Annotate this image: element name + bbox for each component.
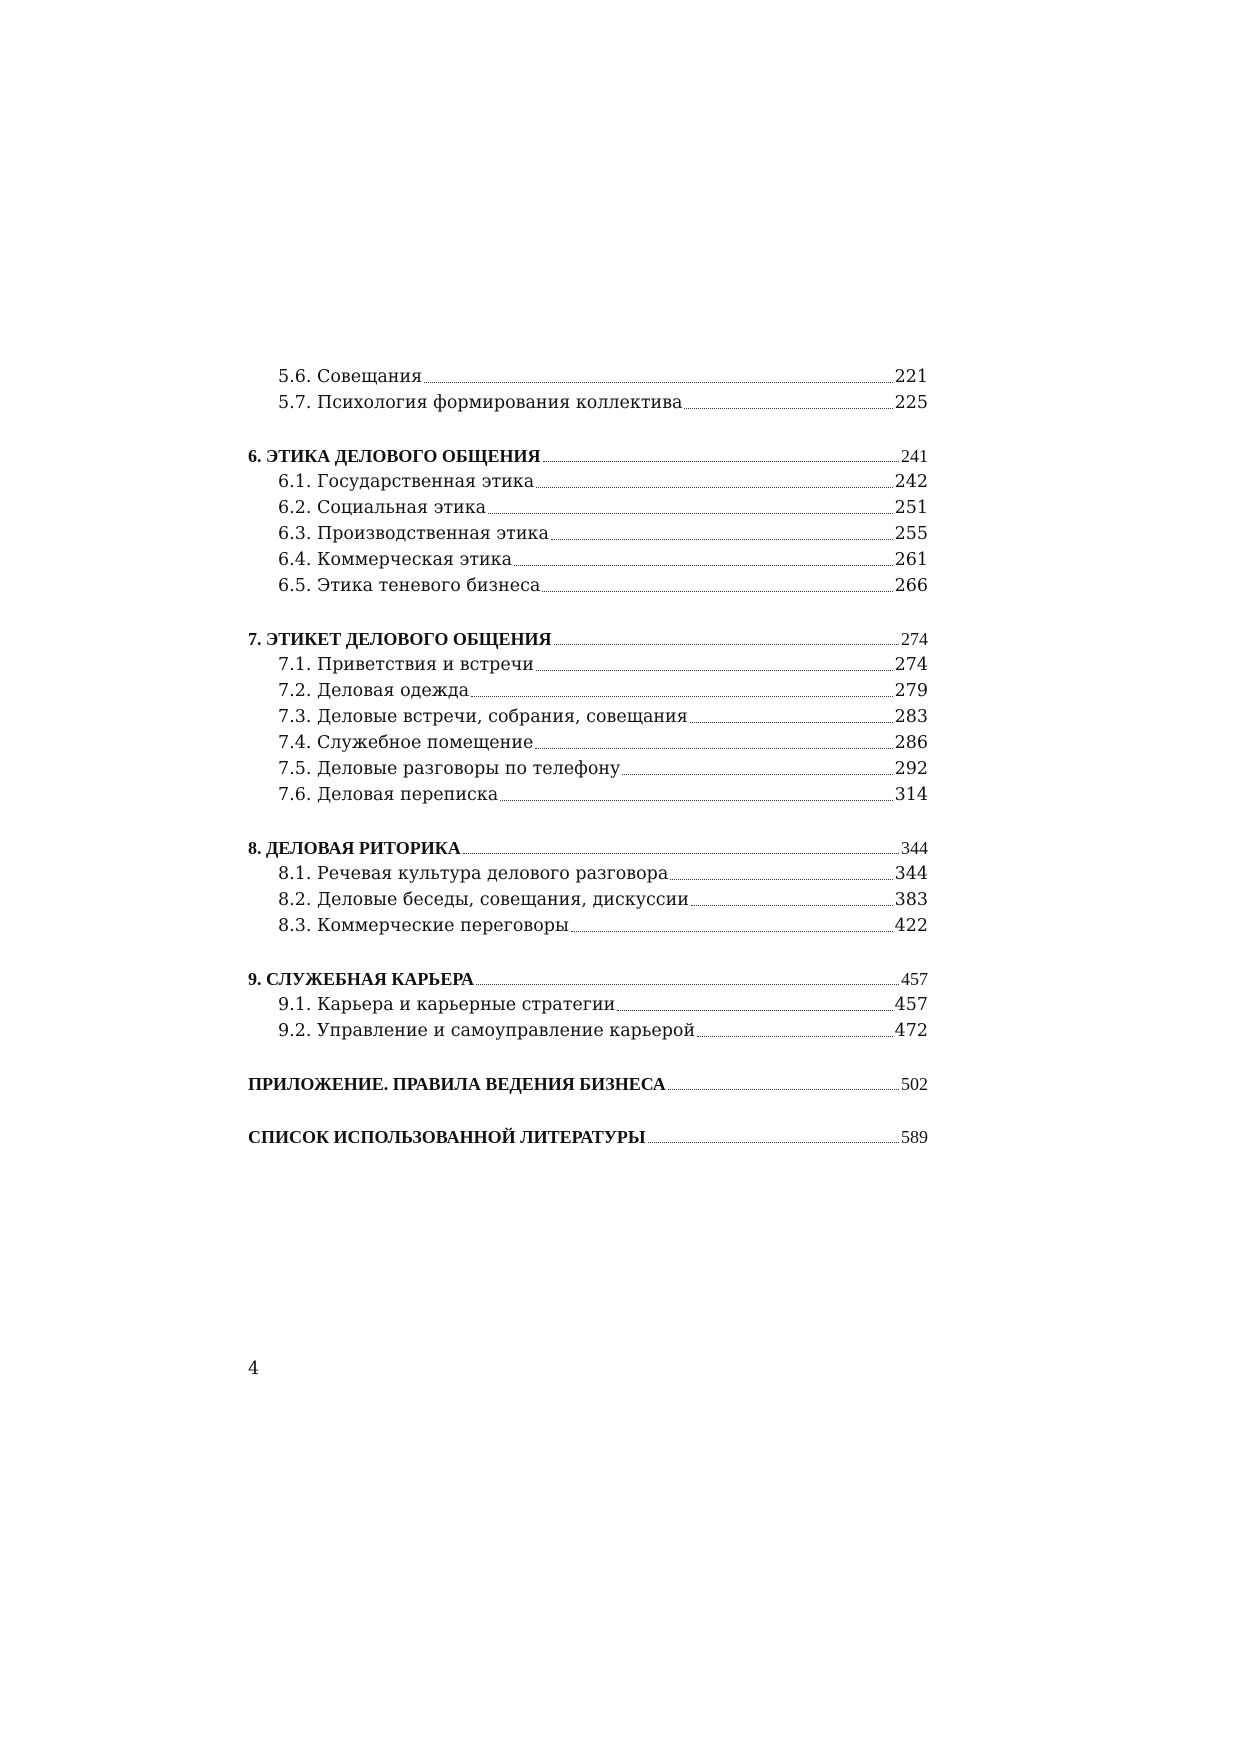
toc-section-entry [248,521,928,547]
toc-entry-title: 7.4. Служебное помещение [278,733,534,753]
toc-entry-title: СПИСОК ИСПОЛЬЗОВАННОЙ ЛИТЕРАТУРЫ [248,1127,646,1147]
toc-entry-page: 344 [901,838,928,858]
dot-leader [684,407,892,409]
toc-entry-page: 255 [894,524,928,544]
dot-leader [536,669,893,671]
toc-section-entry [248,756,928,782]
toc-chapter-entry [248,966,928,992]
toc-entry-page: 472 [894,1021,928,1041]
toc-entry-title: 6. ЭТИКА ДЕЛОВОГО ОБЩЕНИЯ [248,446,541,466]
toc-entry-page: 274 [894,655,928,675]
dot-leader [668,1088,899,1090]
dot-leader [488,512,892,514]
dot-leader [500,799,892,801]
toc-section-entry [248,992,928,1018]
toc-entry-page: 589 [901,1127,928,1147]
toc-entry-page: 251 [894,498,928,518]
toc-section-entry [248,887,928,913]
toc-entry-title: 7.1. Приветствия и встречи [278,655,534,675]
dot-leader [617,1009,892,1011]
toc-chapter-entry [248,626,928,652]
toc-entry-page: 221 [894,367,928,387]
toc-entry-page: 502 [901,1074,928,1094]
toc-entry-page: 344 [894,864,928,884]
toc-entry-title: 8. ДЕЛОВАЯ РИТОРИКА [248,838,461,858]
toc-entry-page: 422 [894,916,928,936]
dot-leader [471,695,893,697]
toc-entry-title: 7.2. Деловая одежда [278,681,470,701]
dot-leader [571,930,893,932]
toc-entry-page: 457 [901,969,928,989]
toc-section-entry [248,390,928,416]
toc-entry-title: ПРИЛОЖЕНИЕ. ПРАВИЛА ВЕДЕНИЯ БИЗНЕСА [248,1074,666,1094]
toc-entry-title: 6.5. Этика теневого бизнеса [278,576,541,596]
toc-chapter-entry [248,835,928,861]
dot-leader [514,564,893,566]
toc-section-entry [248,547,928,573]
toc-entry-title: 8.3. Коммерческие переговоры [278,916,569,936]
toc-entry-page: 383 [894,890,928,910]
toc-entry-title: 7.3. Деловые встречи, собрания, совещания [278,707,688,727]
toc-entry-page: 283 [894,707,928,727]
table-of-contents [248,364,928,1150]
dot-leader [535,747,892,749]
page-number: 4 [248,1359,260,1379]
toc-entry-page: 274 [901,629,928,649]
dot-leader [543,460,899,462]
toc-entry-page: 261 [894,550,928,570]
dot-leader [542,590,892,592]
toc-entry-title: 6.1. Государственная этика [278,472,535,492]
toc-section-entry [248,469,928,495]
toc-section-entry [248,782,928,808]
toc-entry-title: 7. ЭТИКЕТ ДЕЛОВОГО ОБЩЕНИЯ [248,629,552,649]
dot-leader [463,852,899,854]
dot-leader [670,878,892,880]
toc-entry-title: 7.6. Деловая переписка [278,785,499,805]
toc-entry-page: 242 [894,472,928,492]
toc-entry-page: 314 [894,785,928,805]
toc-section-entry [248,573,928,599]
dot-leader [554,643,899,645]
toc-entry-title: 7.5. Деловые разговоры по телефону [278,759,621,779]
dot-leader [424,381,892,383]
toc-entry-title: 6.2. Социальная этика [278,498,487,518]
toc-entry-page: 279 [894,681,928,701]
toc-section-entry [248,913,928,939]
toc-section-entry [248,652,928,678]
dot-leader [622,773,892,775]
toc-entry-page: 241 [901,446,928,466]
toc-entry-title: 9.2. Управление и самоуправление карьерой [278,1021,696,1041]
toc-entry-title: 8.1. Речевая культура делового разговора [278,864,669,884]
dot-leader [690,721,893,723]
toc-entry-title: 8.2. Деловые беседы, совещания, дискуссии [278,890,689,910]
toc-section-entry [248,364,928,390]
dot-leader [648,1141,899,1143]
toc-section-entry [248,495,928,521]
toc-section-entry [248,1018,928,1044]
toc-section-entry [248,678,928,704]
toc-entry-page: 225 [894,393,928,413]
toc-entry-title: 6.3. Производственная этика [278,524,549,544]
toc-entry-page: 286 [894,733,928,753]
toc-entry-title: 5.7. Психология формирования коллектива [278,393,683,413]
toc-entry-title: 9. СЛУЖЕБНАЯ КАРЬЕРА [248,969,475,989]
toc-section-entry [248,704,928,730]
toc-entry-title: 6.4. Коммерческая этика [278,550,513,570]
toc-section-entry [248,861,928,887]
toc-entry-page: 266 [894,576,928,596]
toc-chapter-entry [248,1071,928,1097]
dot-leader [536,486,892,488]
dot-leader [476,983,899,985]
dot-leader [551,538,893,540]
toc-entry-title: 5.6. Совещания [278,367,423,387]
dot-leader [691,904,893,906]
toc-entry-title: 9.1. Карьера и карьерные стратегии [278,995,616,1015]
toc-section-entry [248,730,928,756]
toc-entry-page: 457 [894,995,928,1015]
toc-chapter-entry [248,1124,928,1150]
toc-entry-page: 292 [894,759,928,779]
dot-leader [697,1035,892,1037]
toc-chapter-entry [248,443,928,469]
